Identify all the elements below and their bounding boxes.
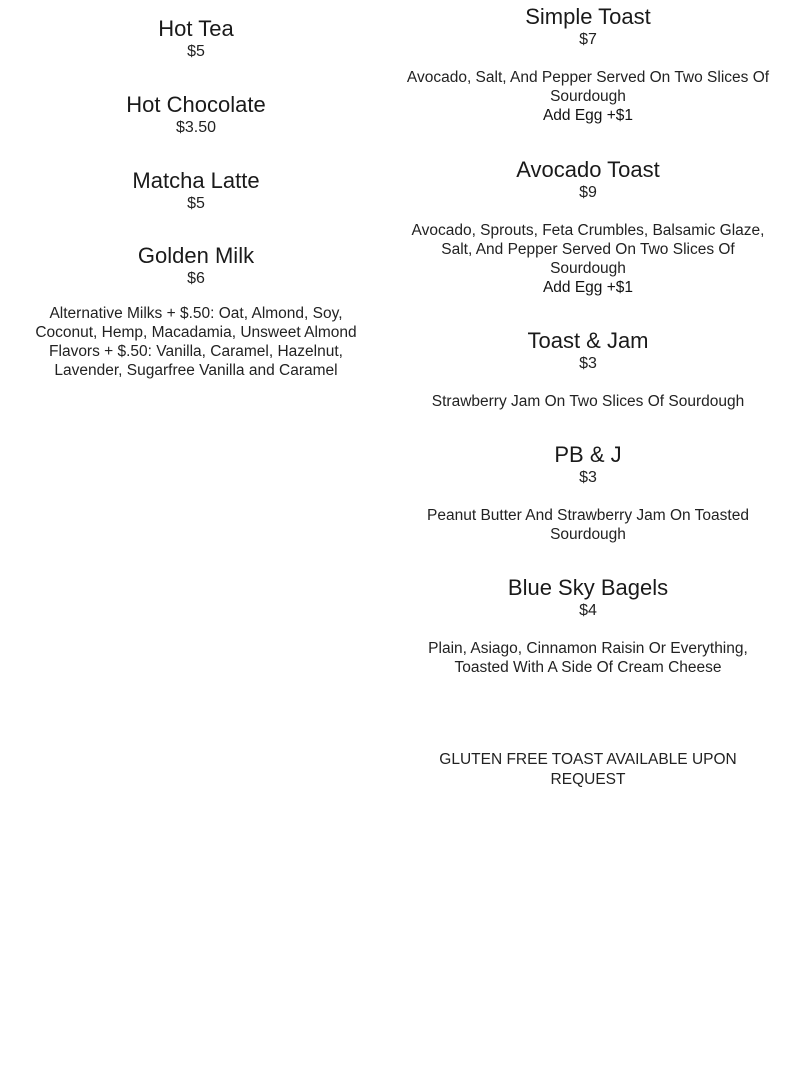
menu-item-pb-j bbox=[398, 442, 778, 544]
item-description: Plain, Asiago, Cinnamon Raisin Or Everything, Toasted With A Side Of Cream Cheese bbox=[428, 640, 748, 676]
item-price: $4 bbox=[579, 602, 597, 619]
item-price: $3 bbox=[579, 469, 597, 486]
item-name: Blue Sky Bagels bbox=[507, 575, 669, 600]
gluten-free-text: GLUTEN FREE TOAST AVAILABLE UPON REQUEST bbox=[439, 751, 737, 788]
item-name: Simple Toast bbox=[525, 4, 651, 29]
menu-item-toast-jam bbox=[398, 328, 778, 411]
menu-item-simple-toast bbox=[398, 4, 778, 125]
item-description: Peanut Butter And Strawberry Jam On Toasted Sourdough bbox=[427, 507, 749, 543]
menu-item-avocado-toast bbox=[398, 157, 778, 297]
item-name: Avocado Toast bbox=[516, 157, 660, 182]
item-price: $5 bbox=[187, 43, 205, 60]
options-text: Alternative Milks + $.50: Oat, Almond, Soy, Coconut, Hemp, Macadamia, Unsweet Almond Flavors + $.50: Vanilla, Caramel, Hazelnut, Lavender, Sugarfree Vanilla and Caramel bbox=[35, 305, 357, 379]
options-note bbox=[18, 304, 374, 380]
item-name: Golden Milk bbox=[137, 243, 255, 268]
menu-item-blue-sky-bagels bbox=[398, 575, 778, 677]
item-price: $3.50 bbox=[175, 119, 217, 136]
item-price: $7 bbox=[579, 31, 597, 48]
menu-item-matcha-latte bbox=[10, 168, 382, 214]
item-addon: Add Egg +$1 bbox=[542, 107, 634, 124]
item-price: $5 bbox=[187, 195, 205, 212]
menu-item-hot-chocolate bbox=[10, 92, 382, 138]
menu-item-golden-milk bbox=[10, 243, 382, 289]
item-name: Toast & Jam bbox=[527, 328, 649, 353]
item-addon: Add Egg +$1 bbox=[542, 279, 634, 296]
item-description: Strawberry Jam On Two Slices Of Sourdough bbox=[431, 393, 745, 410]
item-price: $3 bbox=[579, 355, 597, 372]
item-price: $6 bbox=[187, 270, 205, 287]
item-price: $9 bbox=[579, 184, 597, 201]
menu-item-hot-tea bbox=[10, 16, 382, 62]
item-description: Avocado, Sprouts, Feta Crumbles, Balsamic Glaze, Salt, And Pepper Served On Two Slices Of Sourdough bbox=[411, 222, 765, 277]
gluten-free-note bbox=[432, 750, 744, 790]
item-name: Hot Chocolate bbox=[126, 92, 266, 117]
item-name: Hot Tea bbox=[158, 16, 234, 41]
item-description: Avocado, Salt, And Pepper Served On Two Slices Of Sourdough bbox=[406, 69, 770, 105]
item-name: PB & J bbox=[554, 442, 622, 467]
item-name: Matcha Latte bbox=[132, 168, 260, 193]
